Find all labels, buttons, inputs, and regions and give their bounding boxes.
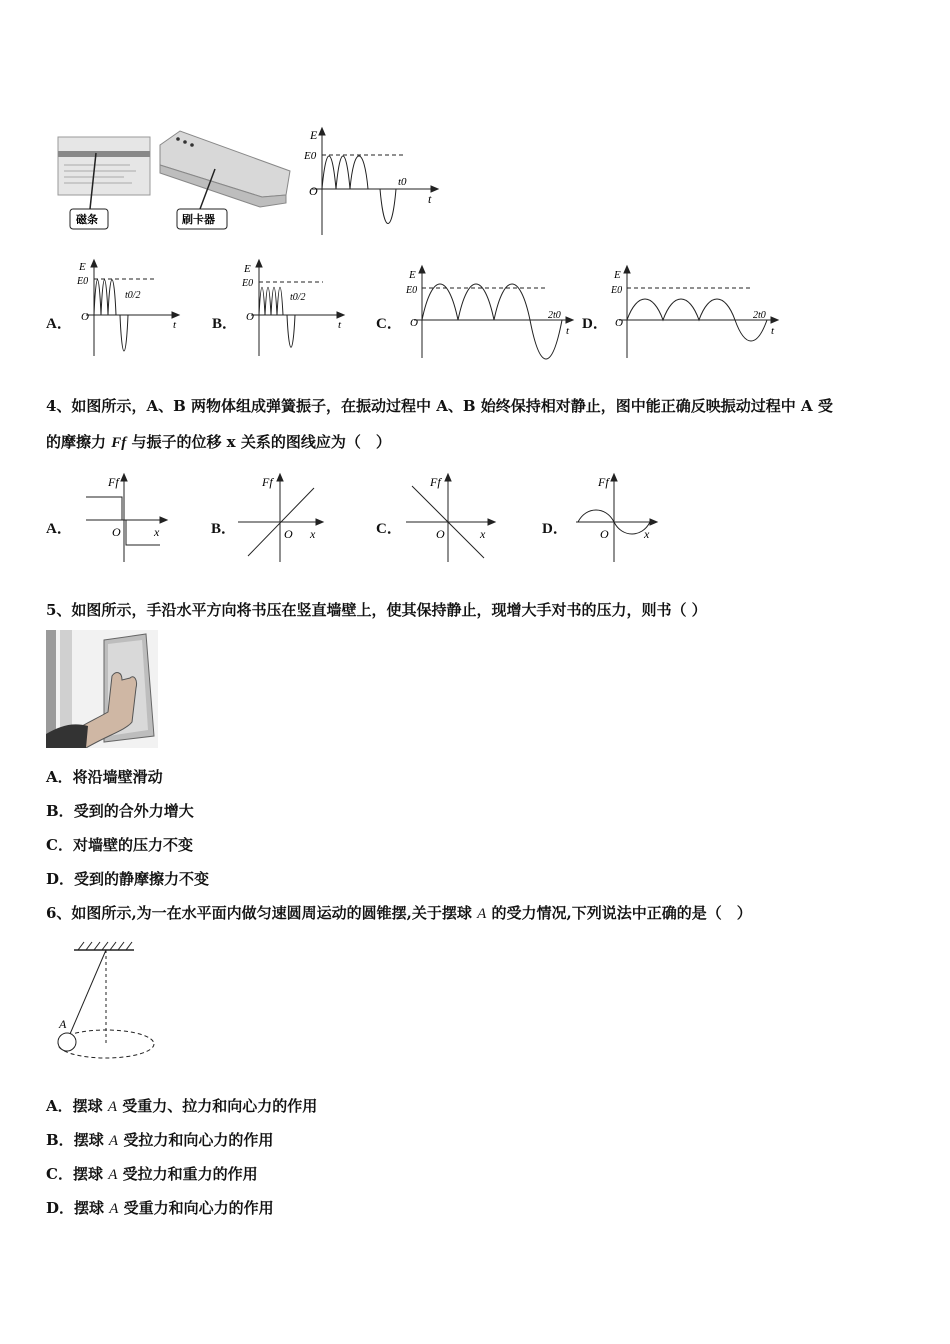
q4-option-d-label[interactable]: D． — [542, 521, 568, 537]
svg-text:E: E — [79, 261, 86, 273]
q4-option-b-label[interactable]: B． — [211, 521, 237, 537]
q3-option-d-label[interactable]: D． — [582, 316, 608, 332]
ball-label: A — [59, 1017, 67, 1031]
svg-text:t: t — [338, 319, 342, 331]
q3-option-b-graph — [237, 258, 352, 358]
q4-stem-line1: 4、如图所示，A、B 两物体组成弹簧振子，在振动过程中 A、B 始终保持相对静止，图中能正确反映振动过程中 A 受 — [46, 397, 833, 415]
t-mark: t0/2 — [290, 292, 306, 303]
svg-text:x: x — [310, 527, 316, 541]
svg-text:O: O — [600, 527, 609, 541]
svg-text:x: x — [154, 525, 160, 539]
q4-option-d-graph — [570, 470, 665, 565]
q4-option-a-graph — [80, 470, 175, 565]
svg-text:Ff: Ff — [598, 475, 609, 489]
t-axis-label: t — [428, 192, 432, 206]
card-reader-figure — [50, 125, 450, 240]
q5-option-a[interactable]: A．将沿墙壁滑动 — [46, 768, 163, 786]
t-mark: t0/2 — [125, 290, 141, 301]
svg-text:E: E — [409, 269, 416, 281]
origin-label: O — [309, 184, 318, 198]
conical-pendulum-figure — [50, 936, 162, 1060]
svg-text:O: O — [284, 527, 293, 541]
t-mark: 2t0 — [548, 310, 561, 321]
e0-label: E0 — [304, 150, 317, 162]
q6-option-c[interactable]: C．摆球 A 受拉力和重力的作用 — [46, 1165, 258, 1183]
svg-text:t: t — [173, 319, 177, 331]
magnetic-card-image — [58, 137, 150, 209]
q3-option-a-label[interactable]: A． — [46, 316, 72, 332]
q4-option-c-graph — [400, 470, 505, 565]
q4-stem-line2: 的摩擦力 Ff 与振子的位移 x 关系的图线应为（ ） — [46, 433, 391, 451]
svg-text:Ff: Ff — [430, 475, 441, 489]
svg-text:E0: E0 — [77, 276, 89, 287]
q6-option-d[interactable]: D．摆球 A 受重力和向心力的作用 — [46, 1199, 274, 1217]
reader-label: 刷卡器 — [182, 213, 215, 226]
card-reader-image — [160, 131, 290, 209]
q3-option-c-graph — [400, 262, 585, 360]
svg-text:t: t — [566, 325, 570, 337]
q3-option-c-label[interactable]: C． — [376, 316, 402, 332]
hand-pressing-book-photo — [46, 630, 158, 748]
q6-option-b[interactable]: B．摆球 A 受拉力和向心力的作用 — [46, 1131, 274, 1149]
q6-stem: 6、如图所示,为一在水平面内做匀速圆周运动的圆锥摆,关于摆球 A 的受力情况,下列说法中正确的是（ ） — [46, 904, 752, 922]
q4-option-a-label[interactable]: A． — [46, 521, 72, 537]
q5-option-b[interactable]: B．受到的合外力增大 — [46, 802, 194, 820]
q4-option-b-graph — [232, 470, 332, 565]
svg-text:O: O — [112, 525, 121, 539]
svg-text:E: E — [244, 263, 251, 275]
q5-stem: 5、如图所示，手沿水平方向将书压在竖直墙壁上，使其保持静止，现增大手对书的压力，则书（ ） — [46, 601, 707, 619]
svg-text:E0: E0 — [611, 285, 623, 296]
q5-option-d[interactable]: D．受到的静摩擦力不变 — [46, 870, 210, 888]
q3-option-d-graph — [605, 262, 790, 360]
svg-text:x: x — [480, 527, 486, 541]
t-mark: 2t0 — [753, 310, 766, 321]
svg-text:Ff: Ff — [108, 475, 119, 489]
q3-option-b-label[interactable]: B． — [212, 316, 238, 332]
q3-option-a-graph — [72, 258, 187, 358]
svg-text:E0: E0 — [406, 285, 418, 296]
svg-text:O: O — [436, 527, 445, 541]
svg-text:E0: E0 — [242, 278, 254, 289]
e-t-graph — [312, 128, 438, 235]
svg-text:O: O — [81, 311, 89, 323]
svg-text:O: O — [615, 317, 623, 329]
svg-text:E: E — [614, 269, 621, 281]
e-axis-label: E — [310, 128, 318, 142]
svg-text:Ff: Ff — [262, 475, 273, 489]
svg-text:t: t — [771, 325, 775, 337]
card-label: 磁条 — [76, 213, 98, 226]
t0-label: t0 — [398, 176, 407, 188]
q5-option-c[interactable]: C．对墙壁的压力不变 — [46, 836, 193, 854]
svg-text:O: O — [410, 317, 418, 329]
q6-option-a[interactable]: A．摆球 A 受重力、拉力和向心力的作用 — [46, 1097, 318, 1115]
svg-text:O: O — [246, 311, 254, 323]
svg-text:x: x — [644, 527, 650, 541]
q4-option-c-label[interactable]: C． — [376, 521, 402, 537]
